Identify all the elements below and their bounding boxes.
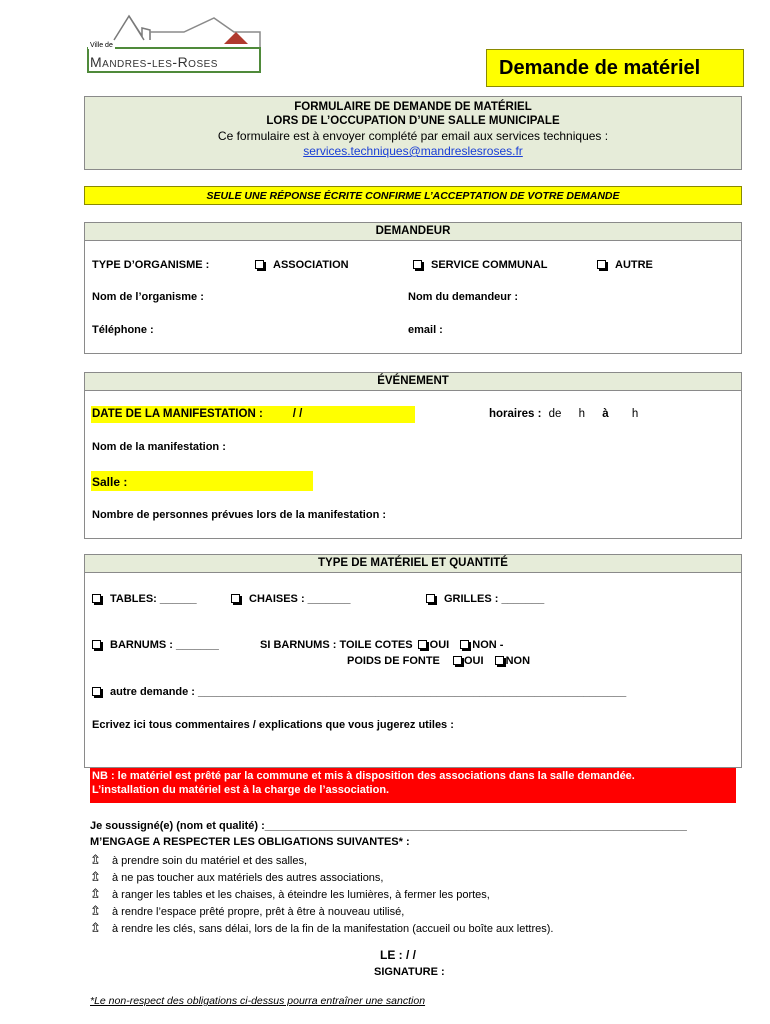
logo: [84, 8, 264, 78]
demandeur-title: DEMANDEUR: [85, 223, 741, 241]
arrow-icon: ⇬: [90, 920, 101, 935]
poids-fonte-field: [347, 655, 530, 667]
list-item: [90, 869, 730, 886]
autre-demande-label: autre demande : ______________________________________________________________________: [110, 686, 627, 698]
chaises-label: CHAISES : _______: [249, 593, 351, 605]
arrow-icon: ⇬: [90, 869, 101, 884]
materiel-section: [84, 554, 742, 768]
nom-organisme-field[interactable]: Nom de l’organisme :: [92, 291, 204, 303]
toile-cotes-field: [260, 639, 503, 651]
date-field[interactable]: [92, 408, 302, 420]
page-title-box: [486, 49, 744, 87]
checkbox-icon[interactable]: [413, 260, 422, 269]
nb-line1: NB : le matériel est prêté par la commune et mis à disposition des associations dans la salle demandée.: [92, 770, 635, 782]
list-item: [90, 886, 730, 903]
checkbox-icon[interactable]: [231, 594, 240, 603]
header-line1: FORMULAIRE DE DEMANDE DE MATÉRIEL: [294, 101, 532, 113]
email-link[interactable]: services.techniques@mandreslesroses.fr: [303, 144, 523, 158]
checkbox-icon[interactable]: [495, 656, 504, 665]
arrow-icon: ⇬: [90, 886, 101, 901]
arrow-icon: ⇬: [90, 852, 101, 867]
list-item: [90, 903, 730, 920]
barnums-field[interactable]: [92, 639, 219, 651]
telephone-field[interactable]: Téléphone :: [92, 324, 154, 336]
poids-label: POIDS DE FONTE: [347, 655, 440, 667]
nb-line2: L’installation du matériel est à la charge de l’association.: [92, 784, 390, 796]
signature-field[interactable]: SIGNATURE :: [374, 966, 445, 978]
materiel-title: TYPE DE MATÉRIEL ET QUANTITÉ: [85, 555, 741, 573]
obligation-text: à rendre l’espace prêté propre, prêt à être à nouveau utilisé,: [112, 906, 405, 918]
date-label: DATE DE LA MANIFESTATION :: [92, 408, 263, 420]
demandeur-section: [84, 222, 742, 354]
notice-banner: [84, 186, 742, 205]
nb-box: [90, 768, 736, 803]
page-title: Demande de matériel: [499, 57, 701, 79]
option-autre[interactable]: [597, 259, 653, 271]
si-barnums-label: SI BARNUMS : TOILE COTES: [260, 639, 413, 651]
obligations-list: [90, 852, 730, 937]
footnote: *Le non-respect des obligations ci-dessus pourra entraîner une sanction: [90, 995, 426, 1007]
engage-heading: M’ENGAGE A RESPECTER LES OBLIGATIONS SUIVANTES* :: [90, 836, 410, 848]
poids-oui-label: OUI: [463, 655, 484, 667]
checkbox-icon[interactable]: [92, 687, 101, 696]
header-line2: LORS DE L’OCCUPATION D’UNE SALLE MUNICIPALE: [266, 115, 560, 127]
chaises-field[interactable]: [231, 593, 351, 605]
checkbox-icon[interactable]: [92, 594, 101, 603]
logo-name: Mandres-les-Roses: [90, 54, 218, 70]
nom-manifestation-field[interactable]: Nom de la manifestation :: [92, 441, 226, 453]
header-line3: Ce formulaire est à envoyer complété par email aux services techniques :: [217, 129, 609, 143]
autre-demande-field[interactable]: [92, 686, 626, 698]
checkbox-icon[interactable]: [460, 640, 469, 649]
toile-oui-label: OUI: [429, 639, 450, 651]
option-association-label: ASSOCIATION: [273, 259, 349, 271]
date-signature-field[interactable]: LE : / /: [380, 948, 416, 962]
nom-demandeur-field[interactable]: Nom du demandeur :: [408, 291, 519, 303]
checkbox-icon[interactable]: [453, 656, 462, 665]
checkbox-icon[interactable]: [255, 260, 264, 269]
obligation-text: à prendre soin du matériel et des salles,: [112, 855, 308, 867]
checkbox-icon[interactable]: [426, 594, 435, 603]
nombre-personnes-field[interactable]: Nombre de personnes prévues lors de la manifestation :: [92, 509, 387, 521]
email-field[interactable]: email :: [408, 324, 443, 336]
option-autre-label: AUTRE: [615, 259, 653, 271]
tables-field[interactable]: [92, 593, 197, 605]
toile-non-label: NON -: [472, 639, 504, 651]
checkbox-icon[interactable]: [418, 640, 427, 649]
checkbox-icon[interactable]: [92, 640, 101, 649]
notice-text: SEULE UNE RÉPONSE ÉCRITE CONFIRME L’ACCEPTATION DE VOTRE DEMANDE: [206, 190, 620, 202]
barnums-label: BARNUMS : _______: [110, 639, 219, 651]
horaires-a: à: [602, 408, 609, 420]
horaires-h1: h: [578, 408, 586, 420]
header-box: [84, 96, 742, 170]
evenement-title: ÉVÉNEMENT: [85, 373, 741, 391]
checkbox-icon[interactable]: [597, 260, 606, 269]
evenement-section: [84, 372, 742, 539]
tables-label: TABLES: ______: [110, 593, 197, 605]
date-slashes: / /: [292, 408, 303, 420]
salle-field[interactable]: Salle :: [92, 475, 128, 489]
logo-prefix: Ville de: [90, 42, 113, 49]
obligation-text: à ne pas toucher aux matériels des autres associations,: [112, 872, 384, 884]
obligation-text: à rendre les clés, sans délai, lors de la fin de la manifestation (accueil ou boîte aux lettres).: [112, 923, 554, 935]
horaires-h2: h: [631, 408, 639, 420]
option-association[interactable]: [255, 259, 349, 271]
grilles-field[interactable]: [426, 593, 544, 605]
commentaires-field[interactable]: Ecrivez ici tous commentaires / explications que vous jugerez utiles :: [92, 719, 454, 731]
list-item: [90, 920, 730, 937]
soussigne-field[interactable]: Je soussigné(e) (nom et qualité) :_____________________________________________________________________: [90, 820, 687, 832]
horaires-label: horaires :: [489, 408, 542, 420]
horaires-field[interactable]: [489, 408, 638, 420]
horaires-de: de: [548, 408, 562, 420]
option-service-communal[interactable]: [413, 259, 548, 271]
poids-non-label: NON: [505, 655, 531, 667]
option-service-label: SERVICE COMMUNAL: [431, 259, 548, 271]
grilles-label: GRILLES : _______: [444, 593, 545, 605]
obligation-text: à ranger les tables et les chaises, à éteindre les lumières, à fermer les portes,: [112, 889, 490, 901]
arrow-icon: ⇬: [90, 903, 101, 918]
type-organisme-label: TYPE D’ORGANISME :: [92, 259, 210, 271]
list-item: [90, 852, 730, 869]
